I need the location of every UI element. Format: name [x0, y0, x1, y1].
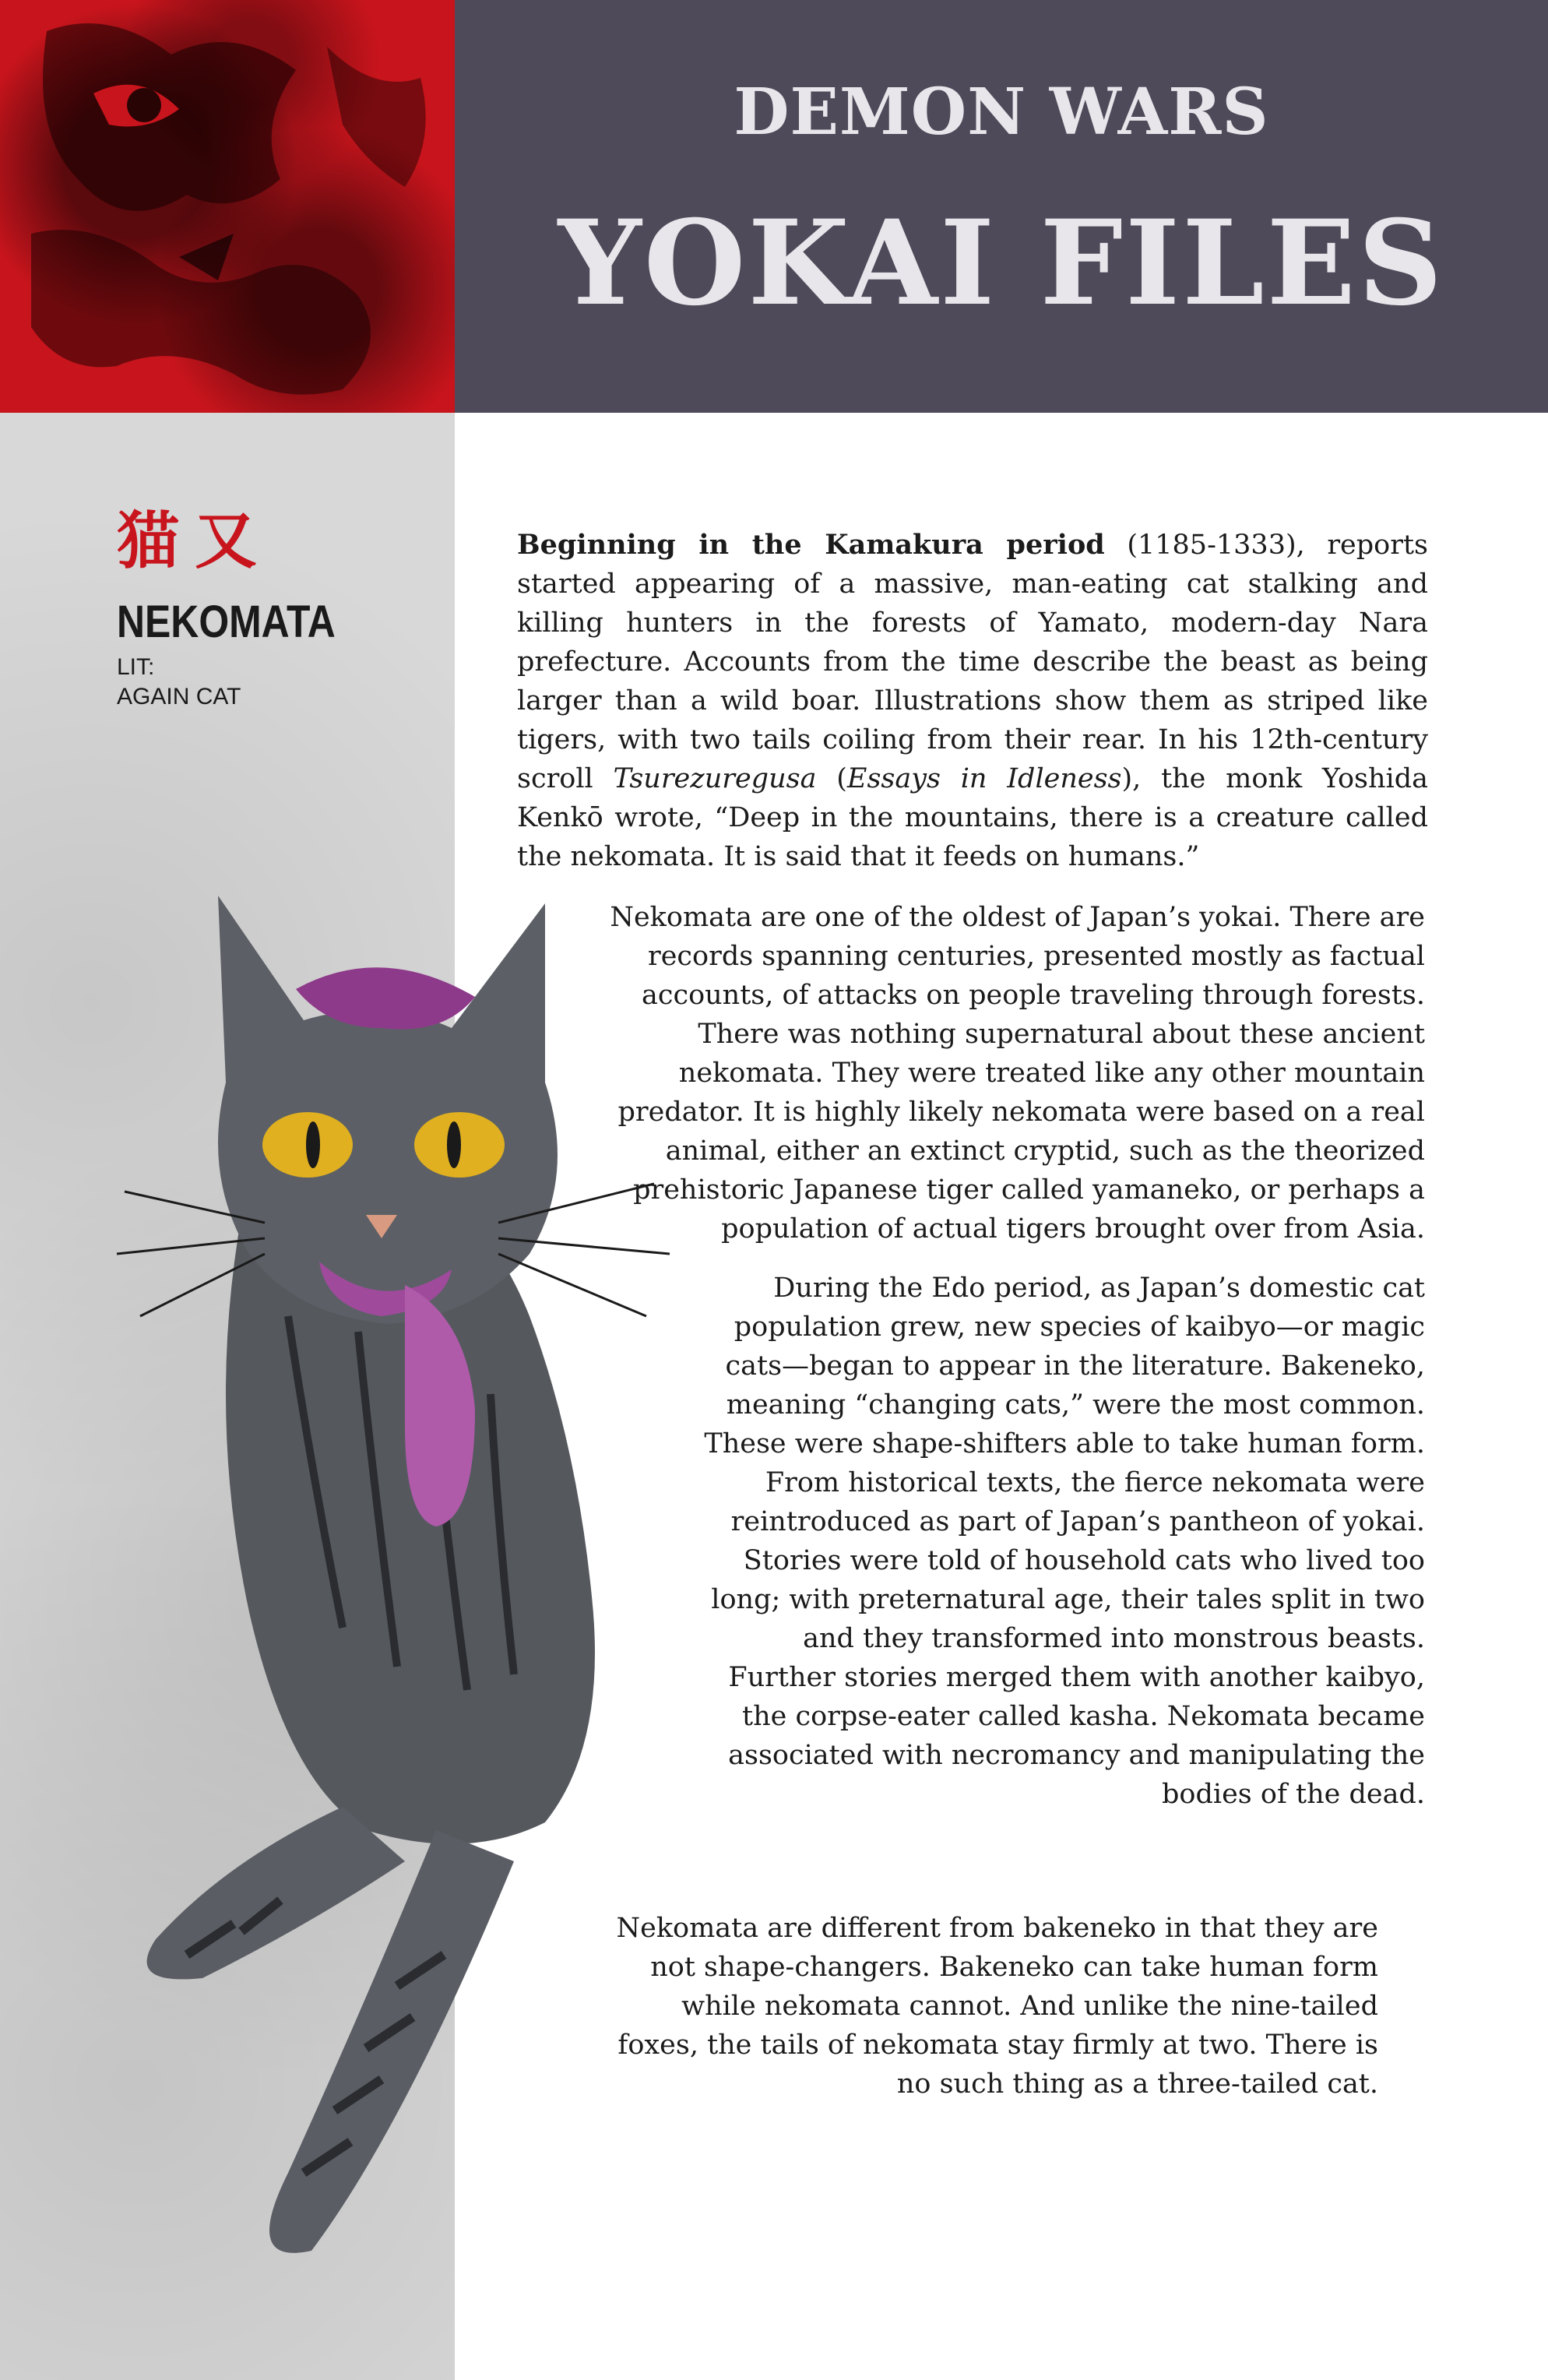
- literal-label: LIT:: [117, 654, 155, 680]
- paragraph-1-text-a: (1185-1333), reports started appearing of a massive, man-eating cat stalking and killing hunters in the forests of Yamato, modern-day Nara prefecture. Accounts from the time describe the beast as being larger than a wild boar. Illustrations show them as striped like tigers, with two tails coiling from their rear. In his 12th-century scroll: [517, 530, 1428, 794]
- paragraph-1-text-c: ), the monk Yoshida Kenkō wrote, “Deep in the mountains, there is a creature called the nekomata. It is said that it feeds on humans.”: [517, 763, 1429, 872]
- paragraph-4: Nekomata are different from bakeneko in that they are not shape-changers. Bakeneko can take human form while nekomata cannot. And unlike the nine-tailed foxes, the tails of nekomata stay firmly at two. There is no such thing as a three-tailed cat.: [616, 1913, 1378, 2100]
- paragraph-2: Nekomata are one of the oldest of Japan’s yokai. There are records spanning centuries, presented mostly as factual accounts, of attacks on people traveling through forests. There was nothing supernatural about these ancient nekomata. They were treated like any other mountain predator. It is highly likely nekomata were based on a real animal, either an extinct cryptid, such as the theorized prehistoric Japanese tiger called yamaneko, or perhaps a population of actual tigers brought over from Asia.: [610, 902, 1425, 1245]
- scroll-title: Tsurezuregusa: [613, 763, 817, 794]
- page-title: YOKAI FILES: [558, 195, 1445, 332]
- paragraph-1: [517, 526, 1428, 876]
- entry-kanji: 猫又: [117, 505, 273, 577]
- series-title: DEMON WARS: [734, 75, 1269, 150]
- paragraph-1-text-b: (: [816, 763, 847, 794]
- entry-name: NEKOMATA: [117, 597, 336, 647]
- paragraph-1-lead: Beginning in the Kamakura period: [517, 529, 1105, 561]
- scroll-title-translation: Essays in Idleness: [846, 763, 1122, 794]
- header-art-panel: [0, 0, 455, 413]
- ink-cat-face-illustration: [0, 0, 455, 413]
- literal-translation: AGAIN CAT: [117, 684, 241, 709]
- header-title-panel: [455, 0, 1548, 413]
- paragraph-3: During the Edo period, as Japan’s domestic cat population grew, new species of kaibyo—or magic cats—began to appear in the literature. Bakeneko, meaning “changing cats,” were the most common. These were shape-shifters able to take human form. From historical texts, the fierce nekomata were reintroduced as part of Japan’s pantheon of yokai. Stories were told of household cats who lived too long; with preternatural age, their tales split in two and they transformed into monstrous beasts. Further stories merged them with another kaibyo, the corpse-eater called kasha. Nekomata became associated with necromancy and manipulating the bodies of the dead.: [704, 1273, 1425, 1810]
